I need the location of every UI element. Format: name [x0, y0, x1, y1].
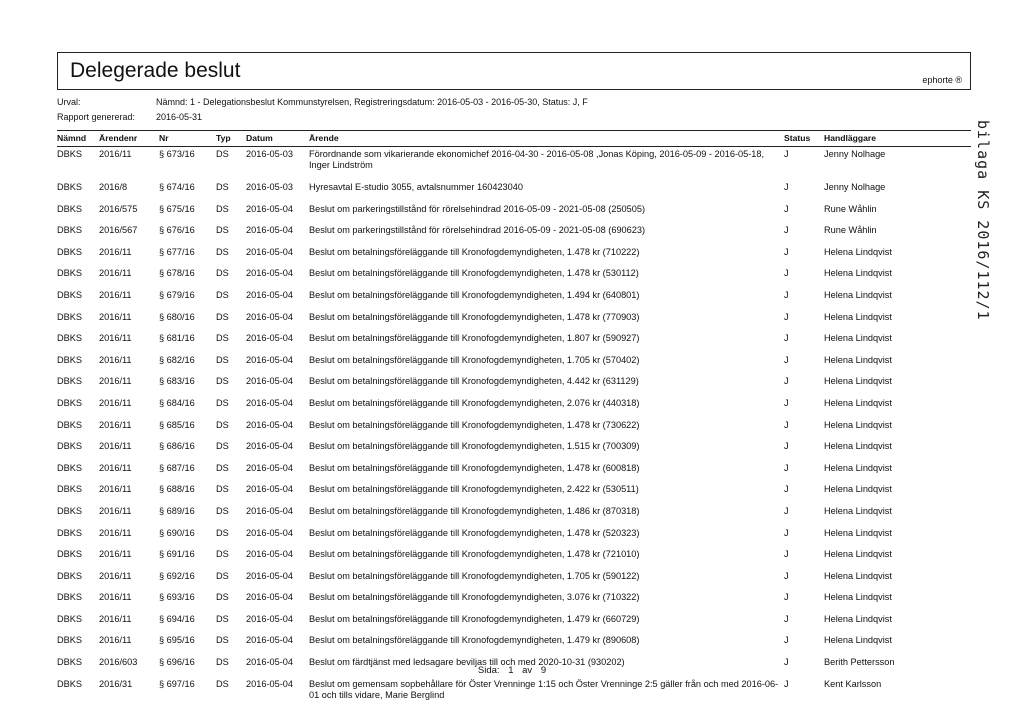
cell-arende: Beslut om färdtjänst med ledsagare beviljas till och med 2020-10-31 (930202) — [309, 657, 625, 668]
cell-handlaggare: Helena Lindqvist — [824, 462, 892, 473]
decisions-table — [57, 130, 971, 710]
cell-status: J — [784, 246, 789, 257]
cell-arendenr: 2016/11 — [99, 376, 132, 387]
cell-namnd: DBKS — [57, 527, 83, 538]
cell-handlaggare: Kent Karlsson — [824, 678, 882, 689]
cell-namnd: DBKS — [57, 397, 83, 408]
cell-nr: § 697/16 — [159, 678, 195, 689]
table-row — [57, 418, 971, 440]
cell-typ: DS — [216, 333, 229, 344]
cell-status: J — [784, 592, 789, 603]
table-row — [57, 310, 971, 332]
cell-namnd: DBKS — [57, 441, 83, 452]
cell-datum: 2016-05-04 — [246, 592, 293, 603]
table-row — [57, 245, 971, 267]
cell-typ: DS — [216, 527, 229, 538]
cell-status: J — [784, 678, 789, 689]
cell-namnd: DBKS — [57, 570, 83, 581]
cell-typ: DS — [216, 570, 229, 581]
cell-status: J — [784, 505, 789, 516]
cell-handlaggare: Jenny Nolhage — [824, 182, 886, 192]
col-header-datum: Datum — [246, 131, 309, 147]
cell-handlaggare: Jenny Nolhage — [824, 149, 886, 159]
cell-status: J — [784, 527, 789, 538]
cell-namnd: DBKS — [57, 333, 83, 344]
col-header-nr: Nr — [159, 131, 216, 147]
cell-namnd: DBKS — [57, 246, 83, 257]
cell-datum: 2016-05-04 — [246, 268, 293, 279]
cell-arende: Beslut om parkeringstillstånd för rörelsehindrad 2016-05-09 - 2021-05-08 (690623) — [309, 225, 646, 236]
cell-arende: Beslut om betalningsföreläggande till Kronofogdemyndigheten, 2.422 kr (530511) — [309, 484, 639, 495]
cell-arende: Beslut om gemensam sopbehållare för Öster Vrenninge 1:15 och Öster Vrenninge 2:5 gäller från och med 2016-06-01 och tills vidare, Marie Berglind — [309, 678, 779, 700]
cell-handlaggare: Helena Lindqvist — [824, 484, 892, 495]
cell-typ: DS — [216, 549, 229, 560]
cell-handlaggare: Helena Lindqvist — [824, 376, 892, 387]
cell-datum: 2016-05-04 — [246, 462, 293, 473]
cell-status: J — [784, 268, 789, 279]
cell-namnd: DBKS — [57, 549, 83, 560]
cell-handlaggare: Helena Lindqvist — [824, 527, 892, 538]
cell-status: J — [784, 311, 789, 322]
table-row — [57, 439, 971, 461]
cell-handlaggare: Helena Lindqvist — [824, 397, 892, 408]
cell-arendenr: 2016/11 — [99, 570, 132, 581]
cell-handlaggare: Helena Lindqvist — [824, 441, 892, 452]
cell-nr: § 692/16 — [159, 570, 195, 581]
cell-status: J — [784, 225, 789, 236]
cell-typ: DS — [216, 657, 229, 668]
cell-handlaggare: Helena Lindqvist — [824, 268, 892, 279]
cell-nr: § 686/16 — [159, 441, 195, 452]
cell-handlaggare: Rune Wåhlin — [824, 225, 877, 236]
cell-arendenr: 2016/11 — [99, 527, 132, 538]
cell-arende: Beslut om betalningsföreläggande till Kronofogdemyndigheten, 4.442 kr (631129) — [309, 376, 639, 387]
cell-namnd: DBKS — [57, 462, 83, 473]
cell-typ: DS — [216, 289, 229, 300]
cell-namnd: DBKS — [57, 505, 83, 516]
cell-typ: DS — [216, 613, 229, 624]
cell-status: J — [784, 549, 789, 560]
cell-datum: 2016-05-04 — [246, 225, 293, 236]
cell-typ: DS — [216, 203, 229, 214]
cell-nr: § 677/16 — [159, 246, 195, 257]
cell-status: J — [784, 333, 789, 344]
cell-nr: § 695/16 — [159, 635, 195, 646]
cell-typ: DS — [216, 635, 229, 646]
cell-status: J — [784, 635, 789, 646]
cell-arende: Beslut om betalningsföreläggande till Kronofogdemyndigheten, 1.479 kr (660729) — [309, 613, 640, 624]
cell-nr: § 694/16 — [159, 613, 195, 624]
table-row — [57, 677, 971, 710]
cell-status: J — [784, 462, 789, 473]
col-header-handlaggare: Handläggare — [824, 131, 971, 147]
cell-nr: § 678/16 — [159, 268, 195, 279]
col-header-status: Status — [784, 131, 824, 147]
cell-handlaggare: Helena Lindqvist — [824, 549, 892, 560]
cell-datum: 2016-05-04 — [246, 549, 293, 560]
cell-namnd: DBKS — [57, 225, 83, 236]
cell-arende: Beslut om betalningsföreläggande till Kronofogdemyndigheten, 1.705 kr (570402) — [309, 354, 640, 365]
cell-arende: Beslut om betalningsföreläggande till Kronofogdemyndigheten, 1.478 kr (600818) — [309, 462, 640, 473]
cell-status: J — [784, 354, 789, 365]
cell-datum: 2016-05-04 — [246, 419, 293, 430]
cell-arendenr: 2016/11 — [99, 246, 132, 257]
rapport-label: Rapport genererad: — [57, 112, 136, 122]
cell-handlaggare: Helena Lindqvist — [824, 592, 892, 603]
cell-typ: DS — [216, 268, 229, 279]
table-row — [57, 288, 971, 310]
cell-typ: DS — [216, 376, 229, 387]
table-row — [57, 504, 971, 526]
sida-label: Sida: — [477, 665, 500, 676]
table-row — [57, 612, 971, 634]
cell-typ: DS — [216, 311, 229, 322]
cell-arendenr: 2016/603 — [99, 657, 138, 668]
cell-typ: DS — [216, 505, 229, 516]
cell-namnd: DBKS — [57, 419, 83, 430]
cell-datum: 2016-05-04 — [246, 678, 293, 689]
table-row — [57, 569, 971, 591]
table-row — [57, 223, 971, 245]
cell-arendenr: 2016/31 — [99, 678, 133, 689]
cell-arende: Beslut om betalningsföreläggande till Kronofogdemyndigheten, 1.479 kr (890608) — [309, 635, 640, 646]
cell-nr: § 683/16 — [159, 376, 195, 387]
cell-arendenr: 2016/567 — [99, 225, 138, 236]
table-row — [57, 396, 971, 418]
cell-namnd: DBKS — [57, 268, 83, 279]
col-header-namnd: Nämnd — [57, 131, 99, 147]
cell-namnd: DBKS — [57, 484, 83, 495]
table-row — [57, 266, 971, 288]
cell-nr: § 676/16 — [159, 225, 195, 236]
cell-datum: 2016-05-04 — [246, 527, 293, 538]
cell-datum: 2016-05-04 — [246, 311, 293, 322]
cell-typ: DS — [216, 225, 229, 236]
report-title-box — [57, 52, 971, 90]
cell-typ: DS — [216, 354, 229, 365]
cell-arende: Beslut om betalningsföreläggande till Kronofogdemyndigheten, 1.478 kr (530112) — [309, 268, 639, 279]
cell-arendenr: 2016/11 — [99, 549, 132, 560]
cell-status: J — [784, 419, 789, 430]
cell-datum: 2016-05-04 — [246, 397, 293, 408]
col-header-arendenr: Ärendenr — [99, 131, 159, 147]
cell-typ: DS — [216, 419, 229, 430]
page-footer — [0, 665, 1024, 676]
cell-datum: 2016-05-04 — [246, 484, 293, 495]
page-number: 1 — [508, 665, 514, 676]
cell-status: J — [784, 376, 789, 387]
cell-namnd: DBKS — [57, 182, 83, 192]
cell-datum: 2016-05-04 — [246, 203, 293, 214]
table-row — [57, 633, 971, 655]
cell-namnd: DBKS — [57, 678, 83, 689]
cell-nr: § 675/16 — [159, 203, 195, 214]
col-header-arende: Ärende — [309, 131, 784, 147]
cell-datum: 2016-05-03 — [246, 182, 293, 192]
cell-typ: DS — [216, 246, 229, 257]
cell-nr: § 681/16 — [159, 333, 195, 344]
cell-nr: § 687/16 — [159, 462, 195, 473]
cell-handlaggare: Helena Lindqvist — [824, 419, 892, 430]
cell-datum: 2016-05-04 — [246, 657, 293, 668]
cell-namnd: DBKS — [57, 354, 83, 365]
cell-typ: DS — [216, 592, 229, 603]
cell-typ: DS — [216, 484, 229, 495]
cell-handlaggare: Helena Lindqvist — [824, 333, 892, 344]
cell-namnd: DBKS — [57, 149, 83, 159]
cell-nr: § 680/16 — [159, 311, 195, 322]
cell-nr: § 696/16 — [159, 657, 195, 668]
margin-stamp — [972, 120, 1018, 321]
table-row — [57, 147, 971, 181]
cell-nr: § 673/16 — [159, 149, 195, 159]
cell-arendenr: 2016/11 — [99, 333, 132, 344]
cell-nr: § 682/16 — [159, 354, 195, 365]
cell-handlaggare: Helena Lindqvist — [824, 311, 892, 322]
cell-status: J — [784, 613, 789, 624]
cell-arende: Beslut om betalningsföreläggande till Kronofogdemyndigheten, 1.486 kr (870318) — [309, 505, 640, 516]
cell-arendenr: 2016/11 — [99, 149, 132, 159]
urval-label: Urval: — [57, 97, 81, 107]
cell-datum: 2016-05-04 — [246, 354, 293, 365]
cell-arendenr: 2016/11 — [99, 592, 132, 603]
cell-arende: Beslut om betalningsföreläggande till Kronofogdemyndigheten, 2.076 kr (440318) — [309, 397, 640, 408]
cell-arendenr: 2016/11 — [99, 613, 132, 624]
cell-nr: § 691/16 — [159, 549, 195, 560]
cell-arendenr: 2016/11 — [99, 635, 132, 646]
cell-arendenr: 2016/11 — [99, 441, 132, 452]
urval-row — [57, 97, 588, 107]
table-row — [57, 202, 971, 224]
table-row — [57, 180, 971, 202]
cell-arende: Beslut om betalningsföreläggande till Kronofogdemyndigheten, 3.076 kr (710322) — [309, 592, 640, 603]
rapport-value: 2016-05-31 — [156, 112, 203, 122]
table-row — [57, 331, 971, 353]
cell-arendenr: 2016/11 — [99, 484, 132, 495]
cell-namnd: DBKS — [57, 635, 83, 646]
rapport-row — [57, 112, 203, 122]
cell-namnd: DBKS — [57, 376, 83, 387]
cell-datum: 2016-05-04 — [246, 570, 293, 581]
cell-arende: Hyresavtal E-studio 3055, avtalsnummer 160423040 — [309, 182, 523, 192]
cell-status: J — [784, 657, 789, 668]
cell-handlaggare: Helena Lindqvist — [824, 354, 892, 365]
cell-nr: § 679/16 — [159, 289, 195, 300]
cell-datum: 2016-05-04 — [246, 376, 293, 387]
cell-namnd: DBKS — [57, 592, 83, 603]
cell-datum: 2016-05-04 — [246, 635, 293, 646]
brand-label: ephorte ® — [922, 75, 962, 85]
cell-arendenr: 2016/11 — [99, 289, 132, 300]
table-row — [57, 461, 971, 483]
cell-typ: DS — [216, 397, 229, 408]
cell-status: J — [784, 570, 789, 581]
cell-nr: § 690/16 — [159, 527, 195, 538]
cell-arendenr: 2016/11 — [99, 268, 132, 279]
cell-datum: 2016-05-03 — [246, 149, 293, 159]
table-row — [57, 482, 971, 504]
cell-namnd: DBKS — [57, 311, 83, 322]
table-row — [57, 590, 971, 612]
cell-arende: Beslut om betalningsföreläggande till Kronofogdemyndigheten, 1.807 kr (590927) — [309, 333, 640, 344]
cell-arende: Beslut om betalningsföreläggande till Kronofogdemyndigheten, 1.705 kr (590122) — [309, 570, 640, 581]
cell-arendenr: 2016/11 — [99, 311, 132, 322]
cell-arende: Beslut om betalningsföreläggande till Kronofogdemyndigheten, 1.478 kr (520323) — [309, 527, 640, 538]
table-body — [57, 147, 971, 710]
cell-handlaggare: Helena Lindqvist — [824, 246, 892, 257]
cell-arendenr: 2016/575 — [99, 203, 138, 214]
cell-namnd: DBKS — [57, 657, 83, 668]
cell-datum: 2016-05-04 — [246, 441, 293, 452]
table-header-row — [57, 131, 971, 147]
stamp-text: bilaga KS 2016/112/1 — [974, 120, 992, 321]
cell-status: J — [784, 441, 789, 452]
cell-nr: § 689/16 — [159, 505, 195, 516]
page-total: 9 — [540, 665, 547, 676]
cell-typ: DS — [216, 441, 229, 452]
table-row — [57, 547, 971, 569]
cell-handlaggare: Helena Lindqvist — [824, 505, 892, 516]
cell-status: J — [784, 182, 789, 192]
cell-arende: Beslut om betalningsföreläggande till Kronofogdemyndigheten, 1.478 kr (721010) — [309, 549, 640, 560]
cell-typ: DS — [216, 678, 229, 689]
cell-arendenr: 2016/8 — [99, 182, 128, 192]
cell-handlaggare: Helena Lindqvist — [824, 613, 892, 624]
cell-typ: DS — [216, 462, 229, 473]
cell-arende: Beslut om betalningsföreläggande till Kronofogdemyndigheten, 1.478 kr (770903) — [309, 311, 640, 322]
cell-typ: DS — [216, 149, 229, 159]
cell-handlaggare: Berith Pettersson — [824, 657, 895, 668]
cell-arendenr: 2016/11 — [99, 419, 132, 430]
cell-arendenr: 2016/11 — [99, 505, 132, 516]
cell-arende: Beslut om betalningsföreläggande till Kronofogdemyndigheten, 1.478 kr (710222) — [309, 246, 640, 257]
cell-nr: § 685/16 — [159, 419, 195, 430]
urval-value: Nämnd: 1 - Delegationsbeslut Kommunstyrelsen, Registreringsdatum: 2016-05-03 - 2016-05-30, Status: J, F — [156, 97, 588, 107]
cell-namnd: DBKS — [57, 289, 83, 300]
cell-typ: DS — [216, 182, 229, 192]
cell-datum: 2016-05-04 — [246, 505, 293, 516]
cell-arende: Beslut om betalningsföreläggande till Kronofogdemyndigheten, 1.478 kr (730622) — [309, 419, 640, 430]
cell-handlaggare: Rune Wåhlin — [824, 203, 877, 214]
of-label: av — [522, 665, 533, 676]
cell-arende: Beslut om betalningsföreläggande till Kronofogdemyndigheten, 1.494 kr (640801) — [309, 289, 640, 300]
cell-handlaggare: Helena Lindqvist — [824, 289, 892, 300]
cell-nr: § 684/16 — [159, 397, 195, 408]
table-row — [57, 526, 971, 548]
cell-arendenr: 2016/11 — [99, 354, 132, 365]
cell-arendenr: 2016/11 — [99, 462, 132, 473]
cell-status: J — [784, 397, 789, 408]
cell-status: J — [784, 149, 789, 159]
cell-datum: 2016-05-04 — [246, 289, 293, 300]
cell-status: J — [784, 203, 789, 214]
cell-arende: Beslut om betalningsföreläggande till Kronofogdemyndigheten, 1.515 kr (700309) — [309, 441, 640, 452]
cell-datum: 2016-05-04 — [246, 333, 293, 344]
col-header-typ: Typ — [216, 131, 246, 147]
cell-namnd: DBKS — [57, 203, 83, 214]
cell-nr: § 674/16 — [159, 182, 195, 192]
cell-arende: Beslut om parkeringstillstånd för rörelsehindrad 2016-05-09 - 2021-05-08 (250505) — [309, 203, 646, 214]
page-title: Delegerade beslut — [70, 59, 241, 82]
cell-namnd: DBKS — [57, 613, 83, 624]
cell-datum: 2016-05-04 — [246, 613, 293, 624]
cell-datum: 2016-05-04 — [246, 246, 293, 257]
cell-nr: § 693/16 — [159, 592, 195, 603]
cell-arendenr: 2016/11 — [99, 397, 132, 408]
cell-handlaggare: Helena Lindqvist — [824, 570, 892, 581]
table-row — [57, 374, 971, 396]
cell-handlaggare: Helena Lindqvist — [824, 635, 892, 646]
cell-nr: § 688/16 — [159, 484, 195, 495]
cell-status: J — [784, 484, 789, 495]
cell-status: J — [784, 289, 789, 300]
cell-arende: Förordnande som vikarierande ekonomichef 2016-04-30 - 2016-05-08 ,Jonas Köping, 2016-05-09 - 2016-05-18, Inger Lindström — [309, 149, 765, 170]
table-row — [57, 353, 971, 375]
